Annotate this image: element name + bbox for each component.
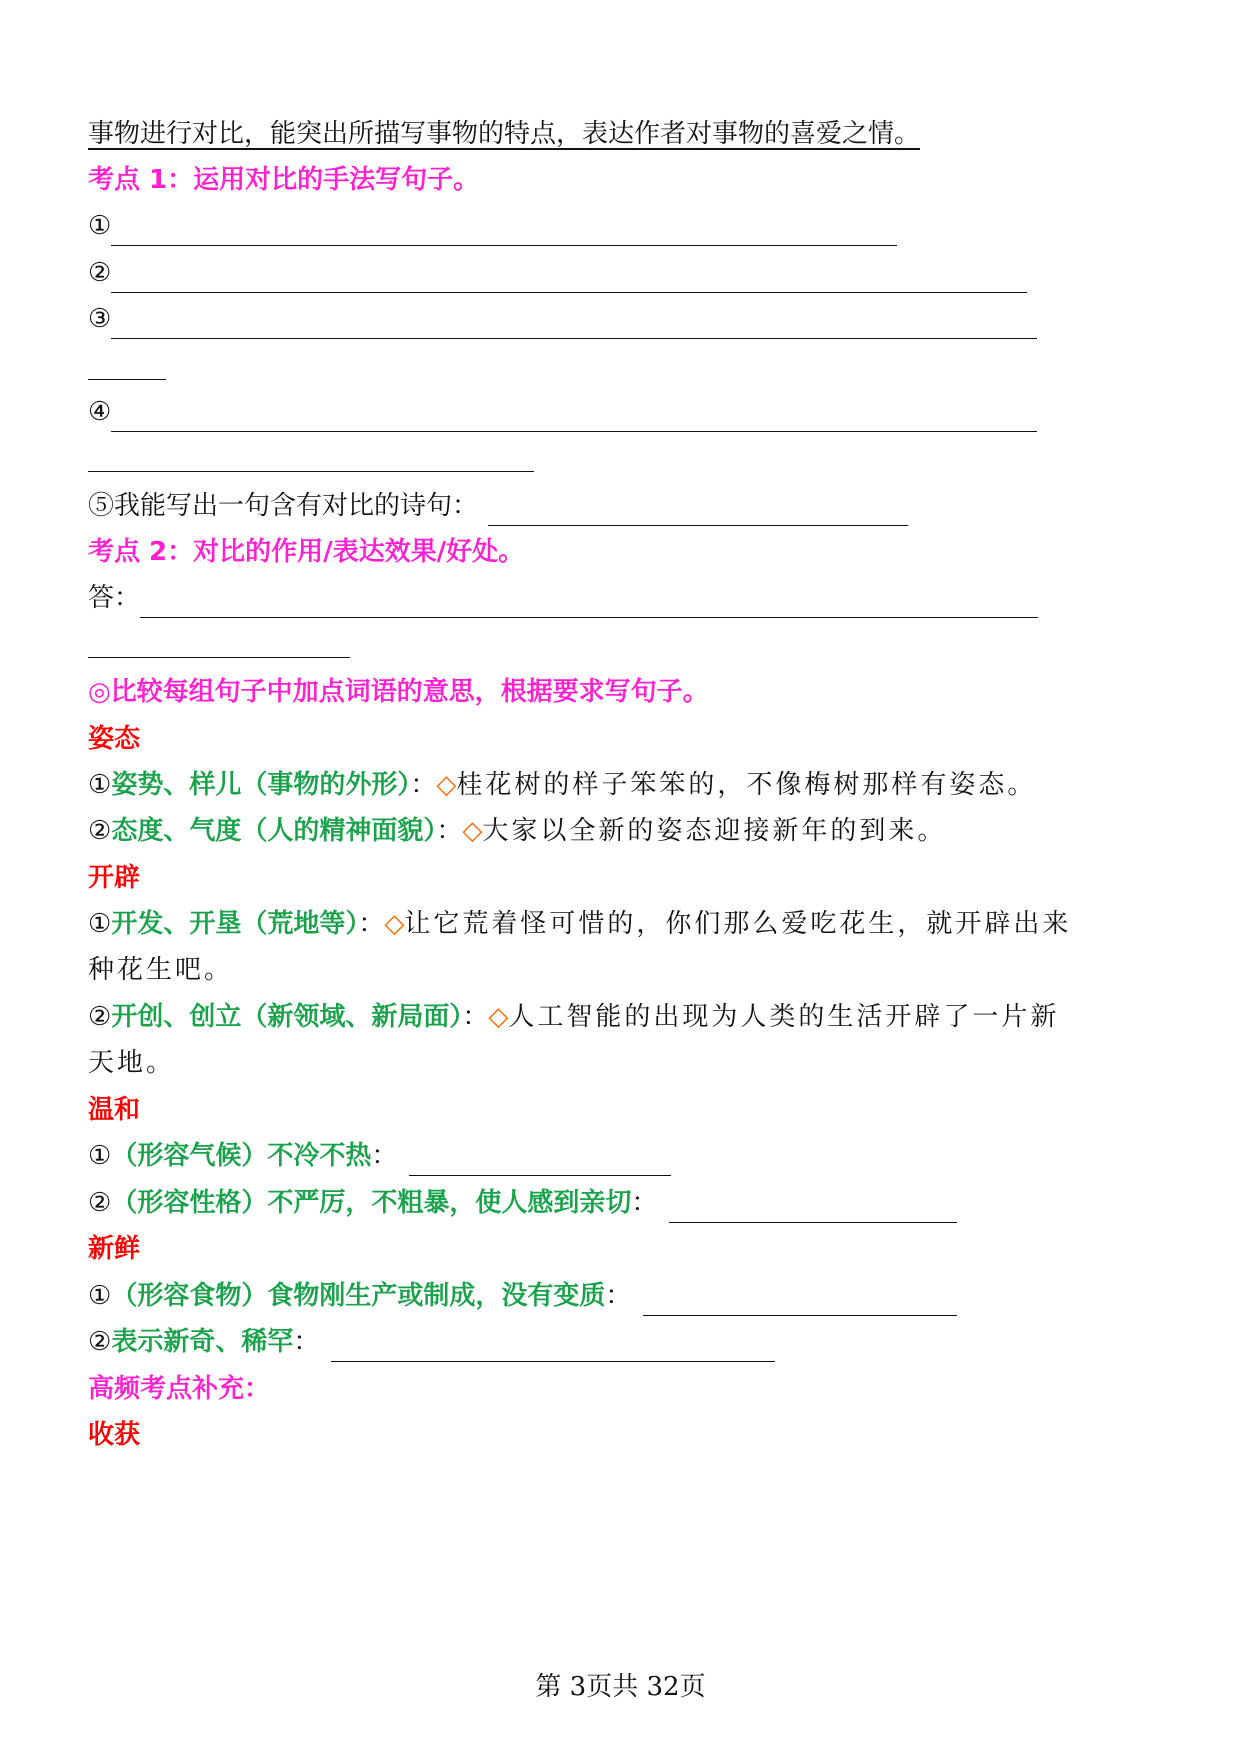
answer-blank[interactable] bbox=[111, 215, 897, 246]
word-zitai: 姿态 bbox=[88, 724, 141, 754]
kaodian2-answer bbox=[88, 578, 1153, 618]
kaipi-item-2-continued: 天地。 bbox=[88, 1048, 176, 1078]
kaodian2-title: 考点 2：对比的作用/表达效果/好处。 bbox=[88, 537, 525, 567]
diamond-icon: ◇ bbox=[488, 1002, 509, 1032]
example-sentence: 大家以全新的姿态迎接新年的到来。 bbox=[482, 816, 947, 846]
answer-blank[interactable] bbox=[409, 1145, 671, 1176]
kaipi-item-1-continued: 种花生吧。 bbox=[88, 955, 234, 985]
word-xinxian: 新鲜 bbox=[88, 1234, 141, 1264]
gaopin-title: 高频考点补充： bbox=[88, 1374, 271, 1404]
answer-blank[interactable] bbox=[111, 262, 1027, 293]
item-number: ② bbox=[88, 1002, 112, 1032]
kaodian1-title: 考点 1：运用对比的手法写句子。 bbox=[88, 165, 480, 195]
answer-blank[interactable] bbox=[643, 1285, 957, 1316]
word-shouhuo: 收获 bbox=[88, 1420, 141, 1450]
definition: （形容食物）食物刚生产或制成，没有变质 bbox=[111, 1281, 606, 1311]
answer-blank-continued[interactable] bbox=[88, 656, 350, 658]
word-kaipi: 开辟 bbox=[88, 863, 141, 893]
colon: ： bbox=[462, 1002, 489, 1032]
item-number: ① bbox=[88, 211, 112, 241]
definition: 态度、气度（人的精神面貌） bbox=[111, 816, 437, 846]
diamond-icon: ◇ bbox=[384, 909, 405, 939]
item-number: ② bbox=[88, 1188, 112, 1218]
colon: ： bbox=[631, 1188, 658, 1218]
intro-text bbox=[88, 114, 1153, 154]
wenhe-item-2 bbox=[88, 1183, 1153, 1223]
kaipi-item-1 bbox=[88, 904, 1153, 944]
answer-blank[interactable] bbox=[331, 1331, 775, 1362]
definition: 姿势、样儿（事物的外形） bbox=[111, 770, 411, 800]
item-number: ① bbox=[88, 909, 112, 939]
item-number: ① bbox=[88, 770, 112, 800]
answer-blank[interactable] bbox=[140, 587, 1038, 618]
colon: ： bbox=[371, 1141, 398, 1171]
answer-blank[interactable] bbox=[111, 308, 1037, 339]
definition: （形容气候）不冷不热 bbox=[111, 1141, 372, 1171]
definition: 开创、创立（新领域、新局面） bbox=[111, 1002, 463, 1032]
compare-title: ◎比较每组句子中加点词语的意思，根据要求写句子。 bbox=[88, 677, 709, 707]
zitai-item-2 bbox=[88, 811, 1153, 851]
item-label: ⑤我能写出一句含有对比的诗句： bbox=[88, 491, 479, 521]
definition: 开发、开垦（荒地等） bbox=[111, 909, 359, 939]
word-wenhe: 温和 bbox=[88, 1095, 141, 1125]
diamond-icon: ◇ bbox=[436, 770, 457, 800]
kaodian1-item-4 bbox=[88, 392, 1153, 432]
colon: ： bbox=[436, 816, 463, 846]
kaodian1-item-1 bbox=[88, 206, 1153, 246]
example-sentence: 让它荒着怪可惜的，你们那么爱吃花生，就开辟出来 bbox=[404, 909, 1072, 939]
answer-blank[interactable] bbox=[488, 495, 908, 526]
colon: ： bbox=[605, 1281, 632, 1311]
answer-blank-continued[interactable] bbox=[88, 378, 166, 380]
item-number: ② bbox=[88, 1327, 112, 1357]
colon: ： bbox=[293, 1327, 320, 1357]
definition: 表示新奇、稀罕 bbox=[111, 1327, 294, 1357]
answer-blank-continued[interactable] bbox=[88, 470, 534, 472]
xinxian-item-2 bbox=[88, 1322, 1153, 1362]
kaodian1-item-2 bbox=[88, 253, 1153, 293]
page-number: 第 3页共 32页 bbox=[535, 1672, 706, 1702]
item-number: ④ bbox=[88, 397, 112, 427]
item-number: ② bbox=[88, 258, 112, 288]
colon: ： bbox=[410, 770, 437, 800]
zitai-item-1 bbox=[88, 765, 1153, 805]
definition: （形容性格）不严厉，不粗暴，使人感到亲切 bbox=[111, 1188, 632, 1218]
item-number: ② bbox=[88, 816, 112, 846]
diamond-icon: ◇ bbox=[462, 816, 483, 846]
example-sentence: 人工智能的出现为人类的生活开辟了一片新 bbox=[508, 1002, 1060, 1032]
xinxian-item-1 bbox=[88, 1276, 1153, 1316]
wenhe-item-1 bbox=[88, 1136, 1153, 1176]
kaodian1-item-3 bbox=[88, 299, 1153, 339]
answer-label: 答： bbox=[88, 583, 141, 613]
intro-sentence: 事物进行对比，能突出所描写事物的特点，表达作者对事物的喜爱之情。 bbox=[88, 119, 921, 149]
colon: ： bbox=[358, 909, 385, 939]
item-number: ① bbox=[88, 1141, 112, 1171]
item-number: ③ bbox=[88, 304, 112, 334]
item-number: ① bbox=[88, 1281, 112, 1311]
answer-blank[interactable] bbox=[111, 401, 1037, 432]
example-sentence: 桂花树的样子笨笨的，不像梅树那样有姿态。 bbox=[456, 770, 1037, 800]
kaipi-item-2 bbox=[88, 997, 1153, 1037]
kaodian1-item-5 bbox=[88, 486, 1153, 526]
answer-blank[interactable] bbox=[669, 1192, 957, 1223]
